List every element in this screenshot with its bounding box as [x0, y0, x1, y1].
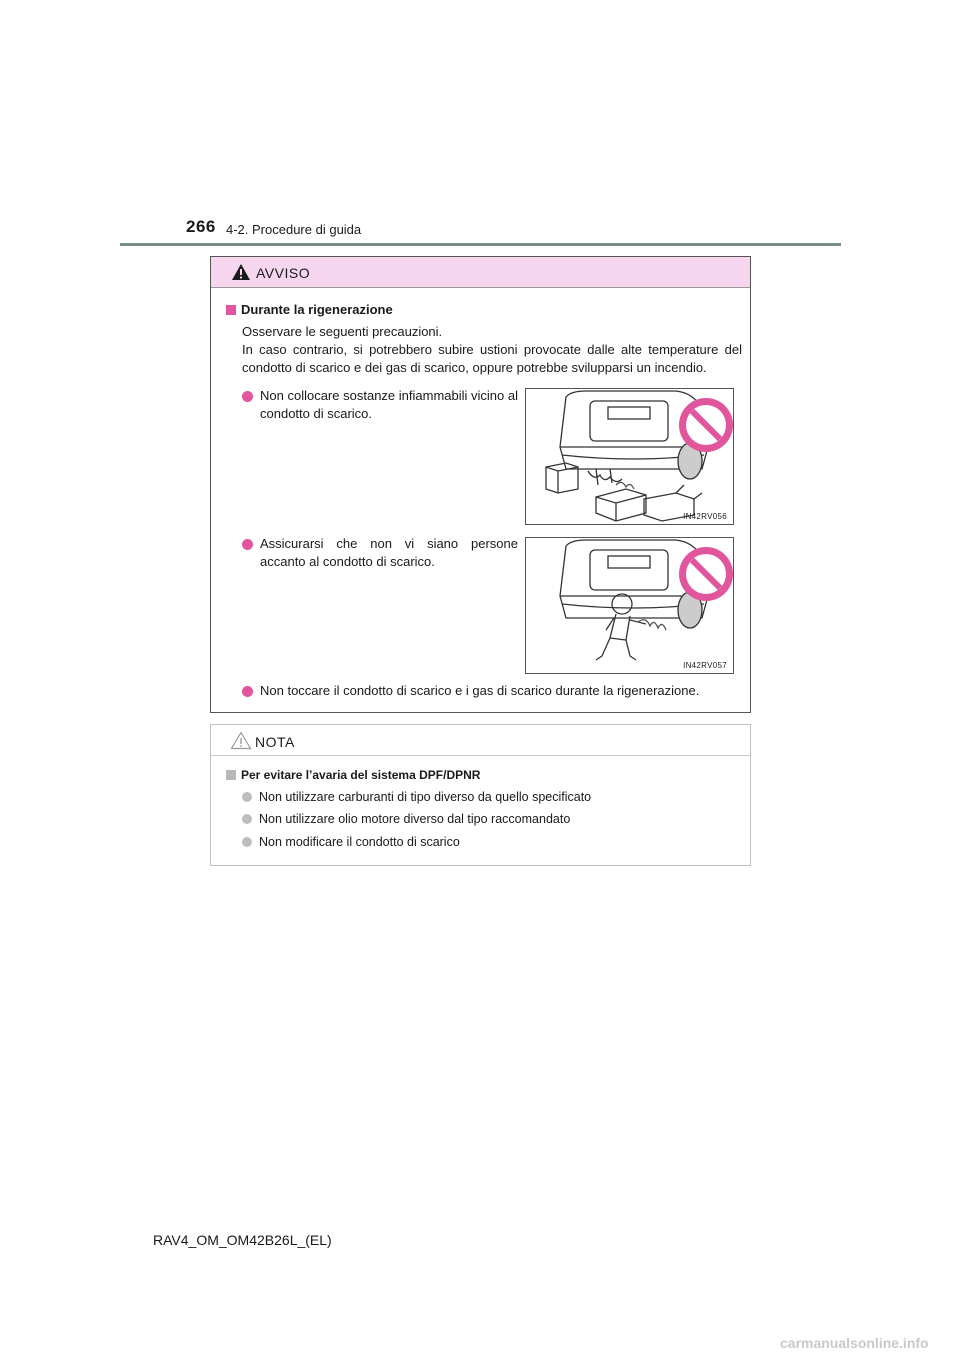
figure-code: IN42RV057: [683, 661, 727, 670]
note-header: [211, 725, 750, 756]
warning-title: AVVISO: [256, 265, 311, 281]
caution-triangle-icon: [230, 731, 252, 750]
warning-box: [210, 256, 751, 713]
warning-item-1-text: Non collocare sostanze infiammabili vicino al condotto di scarico.: [260, 388, 518, 421]
warning-header: [211, 257, 750, 288]
square-bullet-icon: [226, 305, 236, 315]
header-rule: [120, 243, 841, 246]
warning-item-1: [242, 387, 518, 423]
square-bullet-icon: [226, 770, 236, 780]
note-heading-text: Per evitare l’avaria del sistema DPF/DPNR: [241, 768, 481, 782]
page-number: 266: [186, 217, 216, 236]
note-item-2: [242, 811, 570, 827]
manual-code: RAV4_OM_OM42B26L_(EL): [153, 1232, 332, 1248]
note-item-1: [242, 789, 591, 805]
figure-code: IN42RV056: [683, 512, 727, 521]
car-rear-flammable-illustration: [526, 389, 734, 525]
warning-intro: Osservare le seguenti precauzioni. In caso contrario, si potrebbero subire ustioni provocate dalle alte temperature del condotto di scarico e dei gas di scarico, oppure potrebbe svilupparsi un incendio.: [242, 324, 742, 375]
warning-item-3: [242, 682, 742, 700]
page-header: [0, 0, 960, 250]
round-bullet-icon: [242, 792, 252, 802]
car-rear-person-illustration: [526, 538, 734, 674]
note-item-3-text: Non modificare il condotto di scarico: [259, 835, 460, 849]
note-item-2-text: Non utilizzare olio motore diverso dal tipo raccomandato: [259, 812, 571, 826]
watermark: carmanualsonline.info: [780, 1335, 929, 1351]
warning-heading-text: Durante la rigenerazione: [241, 302, 393, 317]
note-title: NOTA: [255, 734, 295, 750]
figure-person-near-exhaust: [525, 537, 734, 674]
section-title: 4-2. Procedure di guida: [226, 222, 362, 237]
round-bullet-icon: [242, 391, 253, 402]
note-item-3: [242, 834, 460, 850]
warning-item-2: [242, 535, 518, 571]
round-bullet-icon: [242, 539, 253, 550]
round-bullet-icon: [242, 837, 252, 847]
note-box: [210, 724, 751, 866]
warning-heading: [226, 302, 393, 317]
note-item-1-text: Non utilizzare carburanti di tipo diverso da quello specificato: [259, 790, 592, 804]
warning-item-3-text: Non toccare il condotto di scarico e i gas di scarico durante la rigenerazione.: [260, 683, 700, 698]
warning-item-2-text: Assicurarsi che non vi siano persone accanto al condotto di scarico.: [260, 536, 518, 569]
round-bullet-icon: [242, 814, 252, 824]
round-bullet-icon: [242, 686, 253, 697]
warning-triangle-icon: [231, 263, 251, 281]
figure-flammable-items: [525, 388, 734, 525]
note-heading: [226, 768, 480, 782]
